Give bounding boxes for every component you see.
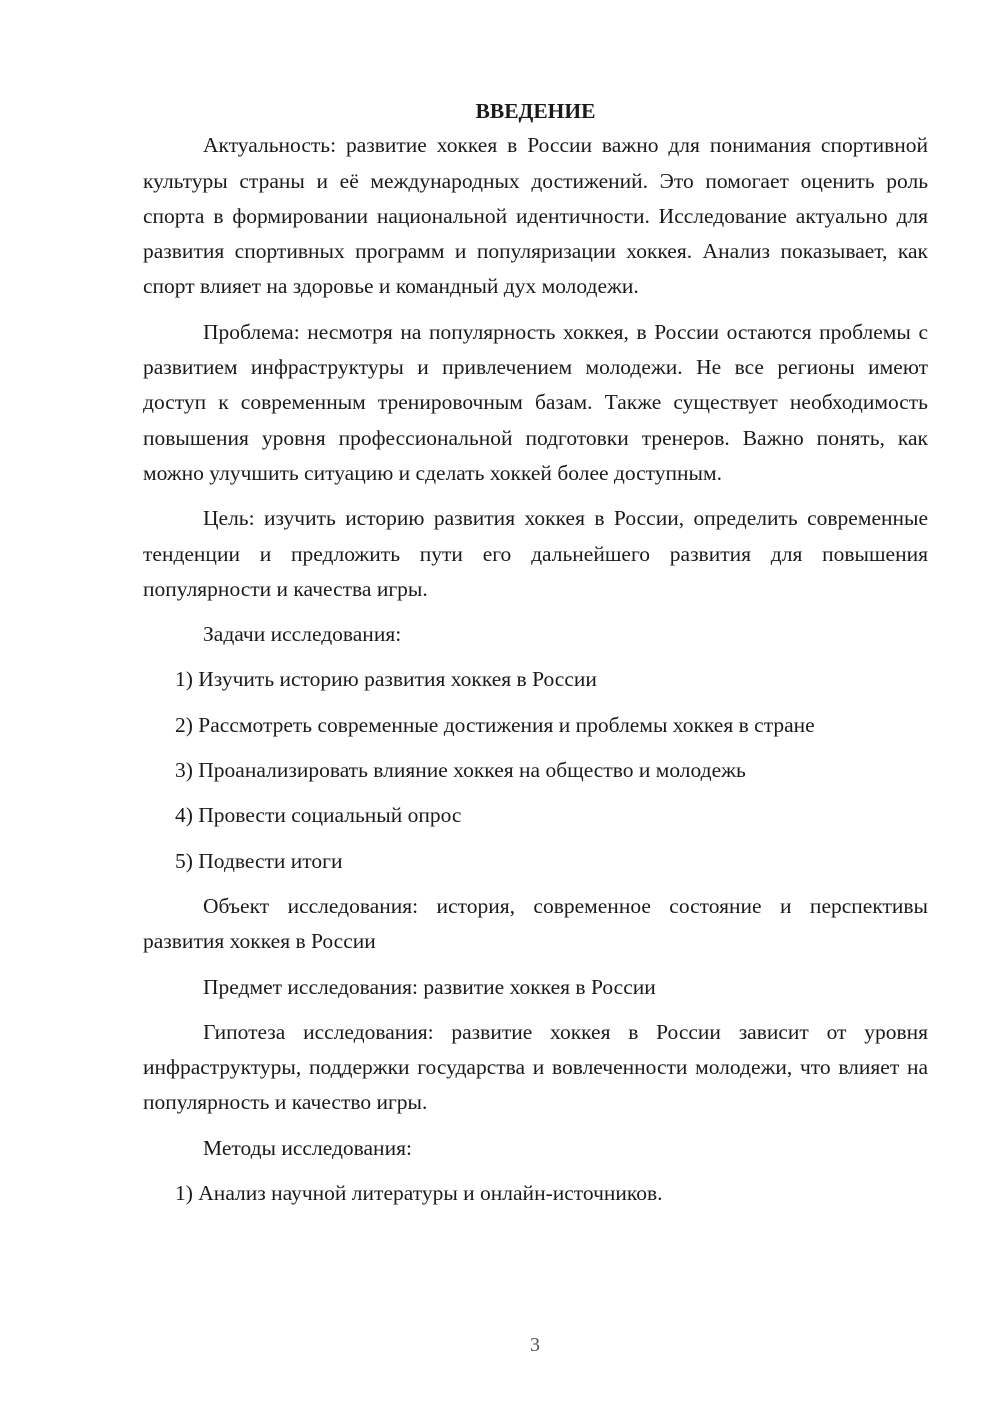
problem-paragraph: Проблема: несмотря на популярность хоккея, в России остаются проблемы с развитием инфраструктуры и привлечением молодежи. Не все регионы имеют доступ к современным тренировочным базам. Также существует необходимость повышения уровня профессиональной подготовки тренеров. Важно понять, как можно улучшить ситуацию и сделать хоккей более доступным. xyxy=(143,319,928,485)
goal-paragraph: Цель: изучить историю развития хоккея в России, определить современные тенденции и предложить пути его дальнейшего развития для повышения популярности и качества игры. xyxy=(143,506,928,601)
task-item: 2) Рассмотреть современные достижения и проблемы хоккея в стране xyxy=(175,712,815,737)
task-item: 1) Изучить историю развития хоккея в России xyxy=(175,667,597,692)
task-item: 4) Провести социальный опрос xyxy=(175,803,462,828)
subject-paragraph: Предмет исследования: развитие хоккея в России xyxy=(203,974,656,999)
task-item: 3) Проанализировать влияние хоккея на общество и молодежь xyxy=(175,758,746,783)
tasks-title: Задачи исследования: xyxy=(203,622,402,647)
relevance-paragraph: Актуальность: развитие хоккея в России важно для понимания спортивной культуры страны и её международных достижений. Это помогает оценить роль спорта в формировании национальной идентичности. Исследование актуально для развития спортивных программ и популяризации хоккея. Анализ показывает, как спорт влияет на здоровье и командный дух молодежи. xyxy=(143,133,928,299)
page-number: 3 xyxy=(530,1334,540,1356)
method-item: 1) Анализ научной литературы и онлайн-источников. xyxy=(175,1181,663,1206)
object-paragraph: Объект исследования: история, современное состояние и перспективы развития хоккея в России xyxy=(143,893,928,954)
task-item: 5) Подвести итоги xyxy=(175,848,343,873)
page-content xyxy=(143,94,928,1211)
page-heading: ВВЕДЕНИЕ xyxy=(475,99,596,123)
hypothesis-paragraph: Гипотеза исследования: развитие хоккея в России зависит от уровня инфраструктуры, поддержки государства и вовлеченности молодежи, что влияет на популярность и качество игры. xyxy=(143,1019,928,1115)
methods-title: Методы исследования: xyxy=(203,1135,412,1160)
